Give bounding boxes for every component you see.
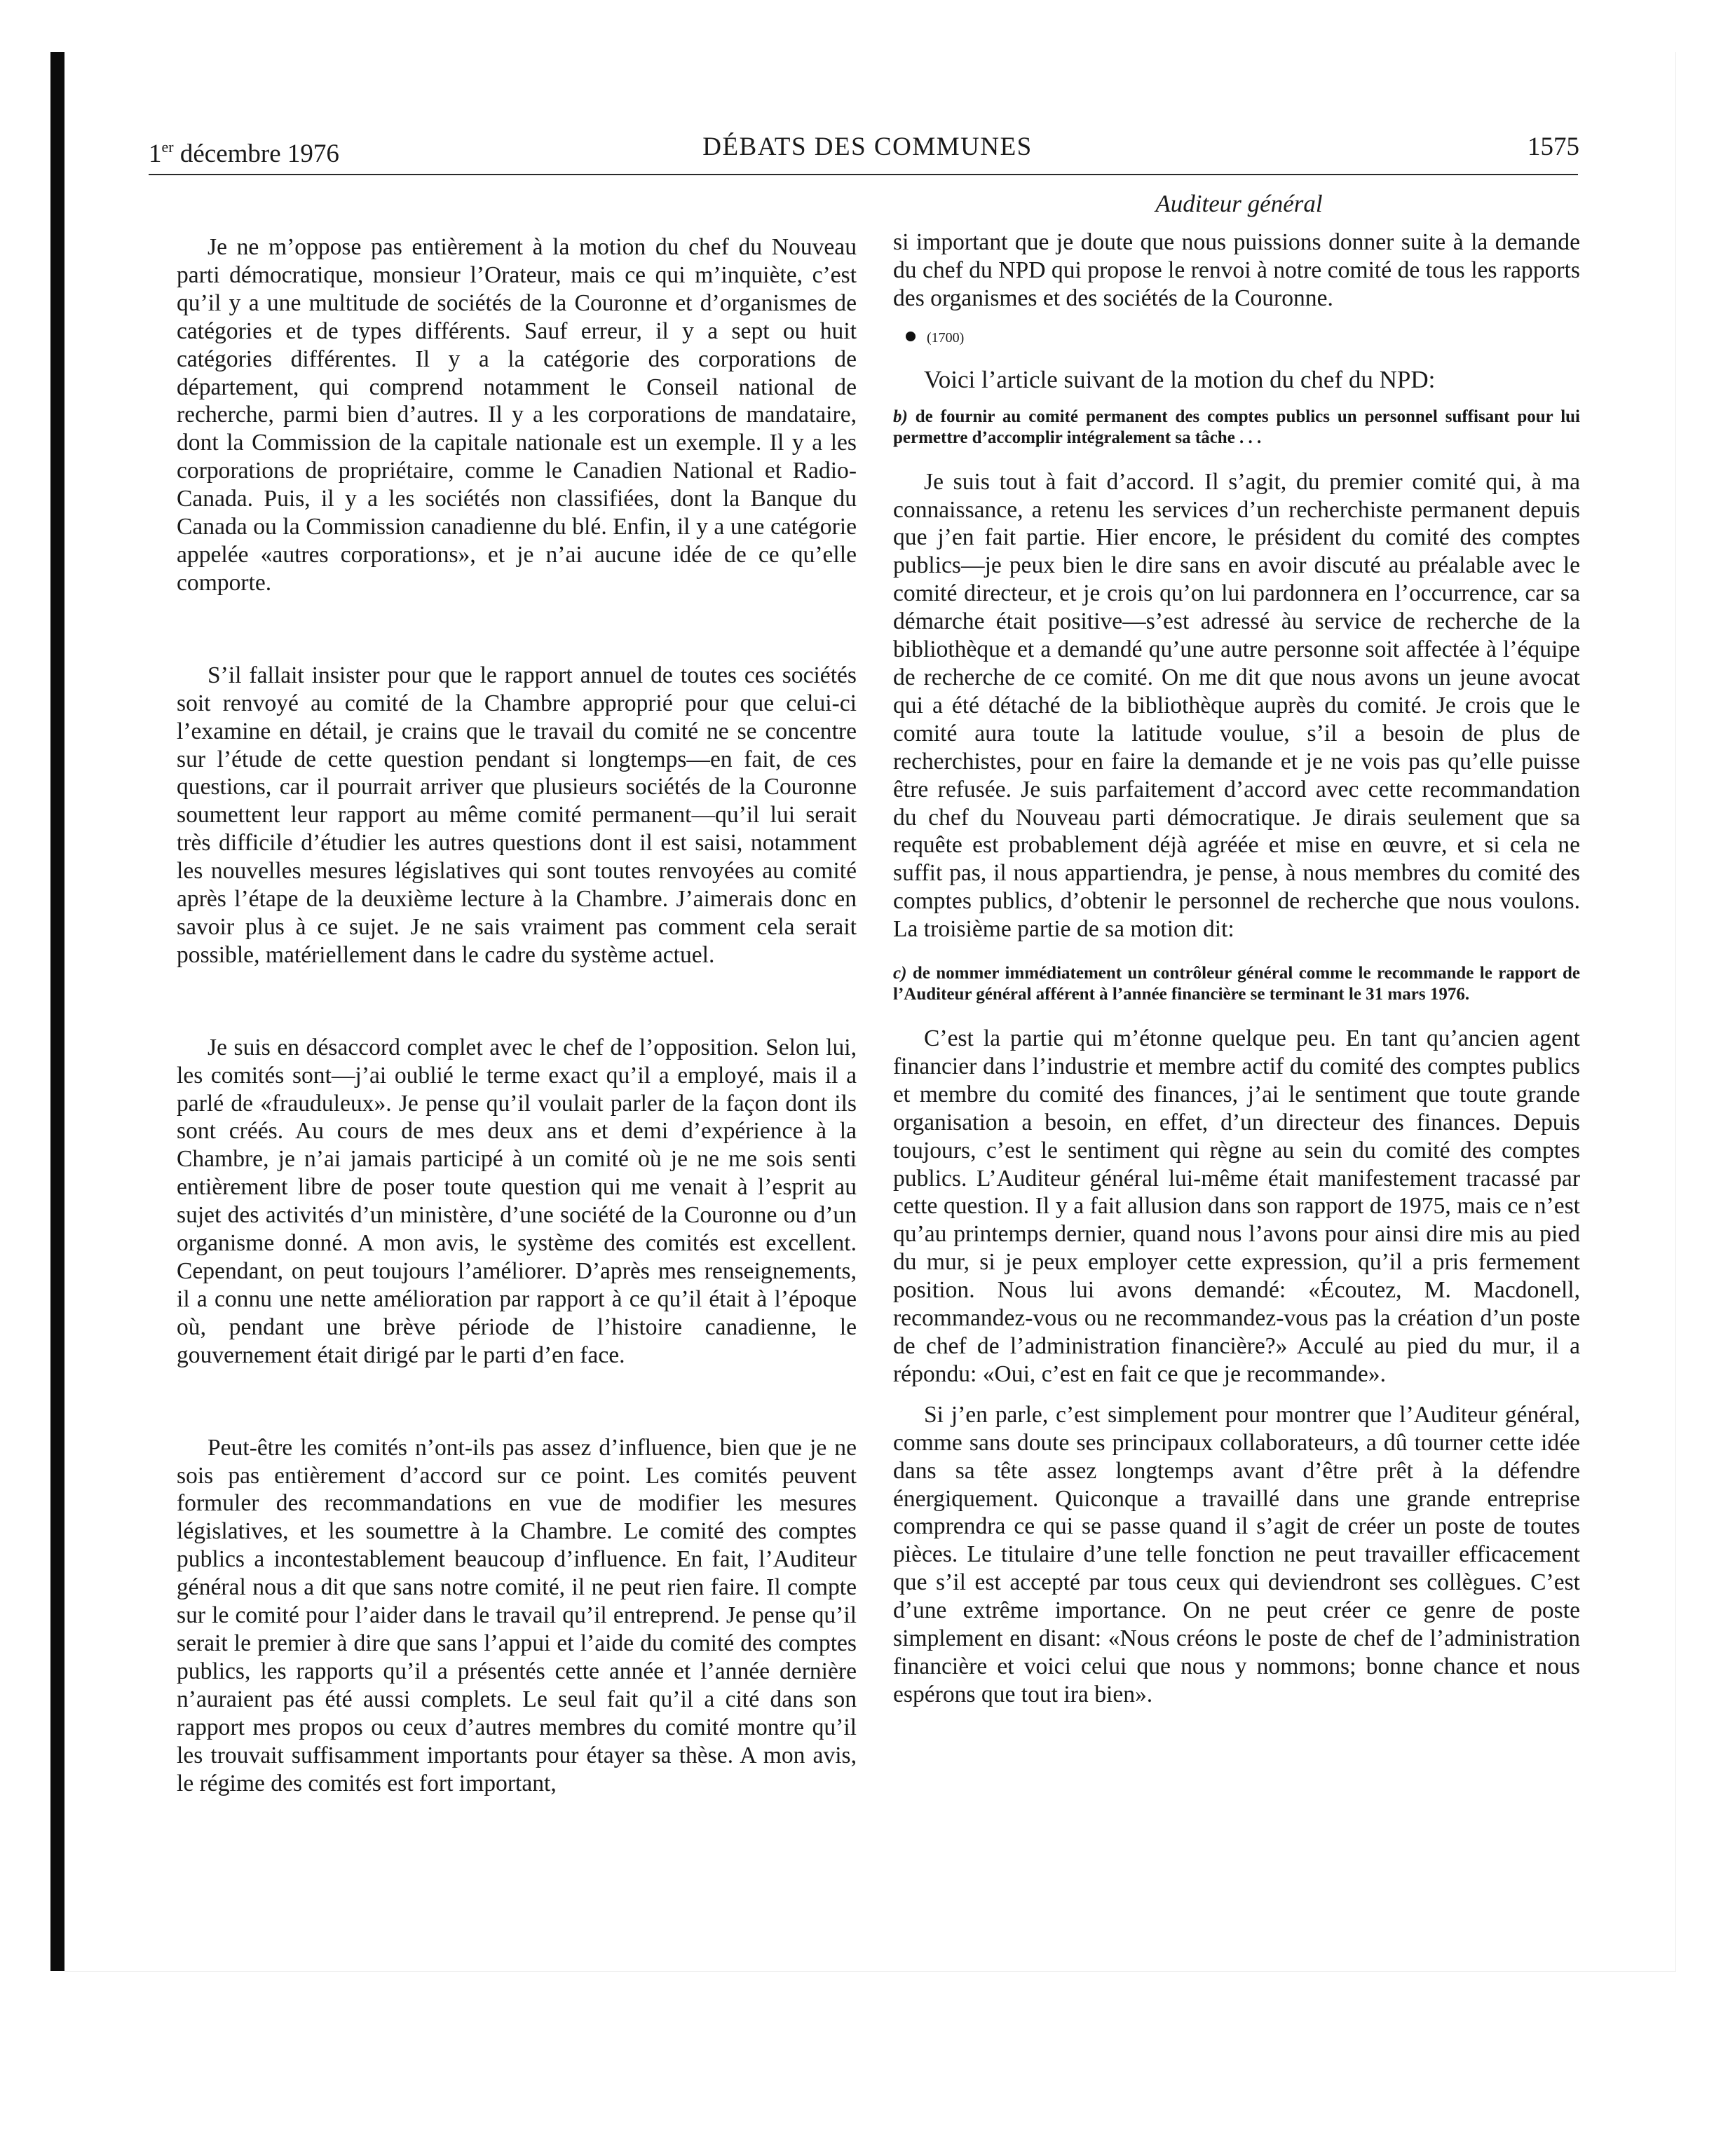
paragraph: Peut-être les comités n’ont-ils pas assez d’influence, bien que je ne sois pas entièrement d’accord sur ce point. Les comités peuvent formuler des recommandations en vue de modifier les mesures législatives, et les soumettre à la Chambre. Le comité des comptes publics a incontestablement beaucoup d’influence. En fait, l’Auditeur général nous a dit que sans notre comité, il ne peut rien faire. Il compte sur le comité pour l’aider dans le travail qu’il entreprend. Je pense qu’il serait le premier à dire que sans l’appui et l’aide du comité des comptes publics, les rapports qu’il a présentés cette année et l’année dernière n’auraient pas été aussi complets. Le seul fait qu’il a cité dans son rapport mes propos ou ceux d’autres membres du comité montre qu’il les trouvait suffisamment importants pour étayer sa thèse. A mon avis, le régime des comités est fort important, <box>177 1434 857 1796</box>
quote-text: de nommer immédiatement un contrôleur général comme le recommande le rapport de l’Auditeur général afférent à l’année financière se terminant le 31 mars 1976. <box>893 964 1580 1004</box>
paragraph: Je ne m’oppose pas entièrement à la motion du chef du Nouveau parti démocratique, monsieur l’Orateur, mais ce qui m’inquiète, c’est qu’il y a une multitude de sociétés de la Couronne et d’organismes de catégories et de types différents. Sauf erreur, il y a sept ou huit catégories différentes. Il y a la catégorie des corporations de département, qui comprend notamment le Conseil national de recherche, parmi bien d’autres. Il y a les corporations de mandataire, dont la Commission de la capitale nationale est un exemple. Il y a les corporations de propriétaire, comme le Canadien National et Radio-Canada. Puis, il y a les sociétés non classifiées, dont la Banque du Canada ou la Commission canadienne du blé. Enfin, il y a une catégorie appelée «autres corporations», et je n’ai aucune idée de ce qu’elle comporte. <box>177 234 857 596</box>
spacer <box>893 394 1580 407</box>
left-column <box>177 233 857 1797</box>
quote-label: c) <box>893 964 907 983</box>
quote-text: de fournir au comité permanent des comptes publics un personnel suffisant pour lui permettre d’accomplir intégralement sa tâche . . . <box>893 407 1580 447</box>
paragraph: S’il fallait insister pour que le rapport annuel de toutes ces sociétés soit renvoyé au comité de la Chambre approprié pour que celui-ci l’examine en détail, je crains que le travail du comité ne se concentre sur l’étude de cette question pendant si longtemps—en fait, de ces questions, car il pourrait arriver que plusieurs sociétés de la Couronne soumettent leur rapport au même comité permanent—qu’il lui serait très difficile d’étudier les autres questions dont il est saisi, notamment les nouvelles mesures législatives qui sont toutes renvoyées au comité après l’étape de la deuxième lecture à la Chambre. J’aimerais donc en savoir plus à ce sujet. Je ne sais vraiment pas comment cela serait possible, matériellement dans le cadre du système actuel. <box>177 662 857 968</box>
spacer <box>893 1389 1580 1401</box>
quote-b <box>893 407 1580 449</box>
paragraph: Je suis tout à fait d’accord. Il s’agit, du premier comité qui, à ma connaissance, a retenu les services d’un recherchiste permanent depuis que j’en fait partie. Hier encore, le président du comité des comptes publics—je peux bien le dire sans en avoir discuté au préalable avec le comité directeur, et je crois qu’on lui pardonnera en l’occurrence, car sa démarche était positive—s’est adressé àu service de recherche de la bibliothèque et a demandé qu’une autre personne soit affectée à l’équipe de recherche de ce comité. On me dit que nous avons un jeune avocat qui a été détaché de la bibliothèque auprès du comité. Je crois que le comité aura toute la latitude voulue, s’il a besoin de plus de recherchistes, pour en faire la demande et je ne vois pas qu’elle puisse être refusée. Je suis parfaitement d’accord avec cette recommandation du chef du Nouveau parti démocratique. Je dirais seulement que sa requête est probablement déjà agréée et mise en œuvre, et si cela ne suffit pas, il nous appartiendra, je pense, à nous membres du comité des comptes publics, d’obtenir le personnel de recherche que nous voulons. La troisième partie de sa motion dit: <box>893 468 1580 943</box>
time-marker <box>893 328 1580 348</box>
spacer <box>177 597 857 662</box>
quote-c <box>893 963 1580 1005</box>
scan-border <box>50 52 64 1971</box>
header-title: DÉBATS DES COMMUNES <box>702 132 1033 161</box>
right-column <box>893 228 1580 1709</box>
paragraph: Voici l’article suivant de la motion du chef du NPD: <box>924 365 1436 393</box>
spacer <box>177 1370 857 1434</box>
time-marker-text: (1700) <box>927 329 965 346</box>
spacer <box>893 449 1580 468</box>
date-superscript: er <box>161 138 174 156</box>
spacer <box>893 1005 1580 1025</box>
bullet-icon <box>906 332 916 341</box>
date-day: 1 <box>149 139 162 168</box>
spacer <box>177 969 857 1034</box>
paragraph: si important que je doute que nous puissions donner suite à la demande du chef du NPD qui propose le renvoi à notre comité de tous les rapports des organismes et des sociétés de la Couronne. <box>893 229 1580 311</box>
page-number: 1575 <box>1528 132 1579 161</box>
date-month-year: décembre 1976 <box>179 139 339 168</box>
paragraph: Si j’en parle, c’est simplement pour montrer que l’Auditeur général, comme sans doute ses principaux collaborateurs, a dû tourner cette idée dans sa tête assez longtemps avant d’être prêt à la défendre énergiquement. Quiconque a travaillé dans une grande entreprise comprendra ce qui se passe quand il s’agit de créer un poste de toutes pièces. Le titulaire d’une telle fonction ne peut travailler efficacement que s’il est accepté par tous ceux qui deviendront ses collègues. C’est d’une extrême importance. On ne peut créer ce genre de poste simplement en disant: «Nous créons le poste de chef de l’administration financière et voici celui que nous y nommons; bonne chance et nous espérons que tout ira bien». <box>893 1401 1580 1707</box>
spacer <box>893 943 1580 963</box>
running-title: Auditeur général <box>1155 190 1323 217</box>
paragraph: C’est la partie qui m’étonne quelque peu. En tant qu’ancien agent financier dans l’industrie et membre actif du comité des comptes publics et membre du comité des finances, j’ai le sentiment que toute grande organisation a besoin, en effet, d’un directeur des finances. Depuis toujours, c’est le sentiment qui règne au sein du comité des comptes publics. L’Auditeur général lui-même était manifestement tracassé par cette question. Il y a fait allusion dans son rapport de 1975, mais ce n’est qu’au printemps dernier, quand nous l’avons pour ainsi dire mis au pied du mur, si je peux employer cette expression, qu’il a pris fermement position. Nous lui avons demandé: «Écoutez, M. Macdonell, recommandez-vous ou ne recommandez-vous pas la création d’un poste de chef de l’administration financière?» Acculé au pied du mur, il a répondu: «Oui, c’est en fait ce que je recommande». <box>893 1025 1580 1387</box>
quote-label: b) <box>893 407 908 426</box>
paragraph: Je suis en désaccord complet avec le chef de l’opposition. Selon lui, les comités sont—j’ai oublié le terme exact qu’il a employé, mais il a parlé de «frauduleux». Je pense qu’il voulait parler de la façon dont ils sont créés. Au cours de mes deux ans et demi d’expérience à la Chambre, je n’ai jamais participé à un comité où je ne me sois senti entièrement libre de poser toute question qui me venait à l’esprit au sujet des activités d’un ministère, d’une société de la Couronne ou d’un organisme donné. A mon avis, le système des comités est excellent. Cependant, on peut toujours l’améliorer. D’après mes renseignements, il a connu une nette amélioration par rapport à ce qu’il était à l’époque où, pendant une brève période de l’histoire canadienne, le gouvernement était dirigé par le parti d’en face. <box>177 1034 857 1368</box>
header-rule <box>149 174 1578 175</box>
